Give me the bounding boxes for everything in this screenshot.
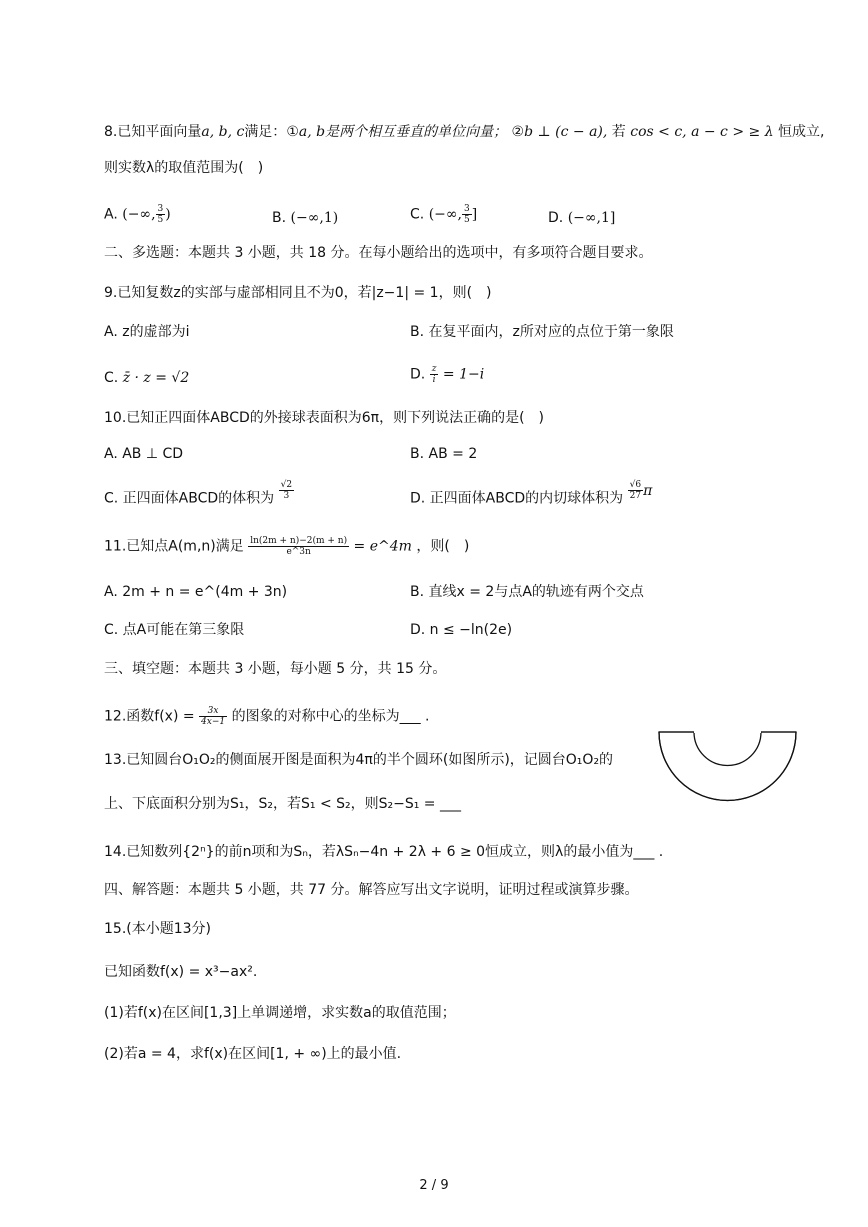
q11-stem: 11.已知点A(m,n)满足 $\frac{\ln(2m + n)-2(m + n)}{e\^{}3n}$ = e^4m ，则( ): [104, 536, 470, 557]
q8-cond2-math: b ⊥ (c − a),: [524, 124, 608, 140]
q8-option-d: D. (−∞,1]: [548, 210, 616, 226]
q15-part1: (1)若f(x)在区间[1,3]上单调递增，求实数a的取值范围；: [104, 1005, 456, 1021]
q15-heading: 15.(本小题13分): [104, 921, 212, 937]
q10-option-c: C. 正四面体ABCD的体积为 $\frac{√2}{3}$: [104, 480, 293, 507]
q13-line2: 上、下底面积分别为S₁，S₂，若S₁ < S₂，则S₂−S₁ = ___: [104, 796, 461, 812]
q10-option-a: A. AB ⊥ CD: [104, 446, 184, 462]
section-2-heading: 二、多选题：本题共 3 小题，共 18 分。在每小题给出的选项中，有多项符合题目要求。: [104, 245, 653, 261]
q8-option-c: C. (−∞, $\frac{3}{5}$ ]: [410, 204, 478, 225]
q8-cond2-if: 若: [611, 124, 626, 140]
q8-stem-a: 8.已知平面向量: [104, 124, 202, 140]
q11-option-c: C. 点A可能在第三象限: [104, 622, 245, 638]
half-annulus-figure: [655, 728, 800, 808]
q15-part2: (2)若a = 4，求f(x)在区间[1, + ∞)上的最小值.: [104, 1046, 402, 1062]
q11-option-b: B. 直线x = 2与点A的轨迹有两个交点: [410, 584, 644, 600]
q9-option-a: A. z的虚部为i: [104, 324, 190, 340]
page-number: 2 / 9: [419, 1178, 449, 1193]
q10-stem: 10.已知正四面体ABCD的外接球表面积为6π，则下列说法正确的是( ): [104, 410, 545, 426]
q9-option-d: D. $\frac{z}{i}$ = 1−i: [410, 364, 485, 385]
q8-cond2-mark: ②: [511, 124, 525, 140]
q8-cond2-tail: 恒成立,: [778, 124, 825, 140]
q9-option-c: C. z̄ · z = √2: [104, 370, 190, 386]
q9-option-b: B. 在复平面内，z所对应的点位于第一象限: [410, 324, 674, 340]
q11-option-a: A. 2m + n = e^(4m + 3n): [104, 584, 288, 600]
q8-option-b: B. (−∞,1): [272, 210, 339, 226]
q10-option-d: D. 正四面体ABCD的内切球体积为 $\frac{√6}{27}$ π: [410, 480, 653, 507]
q14-stem: 14.已知数列{2ⁿ}的前n项和为Sₙ，若λSₙ−4n + 2λ + 6 ≥ 0恒成立，则λ的最小值为___ .: [104, 844, 664, 860]
q11-option-d: D. n ≤ −ln(2e): [410, 622, 513, 638]
section-4-heading: 四、解答题：本题共 5 小题，共 77 分。解答应写出文字说明，证明过程或演算步骤。: [104, 882, 639, 898]
q8-line2: 则实数λ的取值范围为( ): [104, 160, 264, 176]
q13-line1: 13.已知圆台O₁O₂的侧面展开图是面积为4π的半个圆环(如图所示)，记圆台O₁O₂的: [104, 752, 614, 768]
q8-vectors: a, b, c: [201, 124, 245, 140]
q8-cond1: a, b是两个相互垂直的单位向量；: [298, 124, 508, 140]
section-3-heading: 三、填空题：本题共 3 小题，每小题 5 分，共 15 分。: [104, 661, 447, 677]
q10-option-b: B. AB = 2: [410, 446, 478, 462]
q8-line1: [104, 122, 825, 142]
q15-given: 已知函数f(x) = x³−ax².: [104, 964, 258, 980]
q8-option-a: A. (−∞, $\frac{3}{5}$ ): [104, 204, 171, 225]
q8-cond1-mark: ①: [286, 124, 299, 140]
q12-stem: 12.函数f(x) = $\frac{3x}{4x-1}$ 的图象的对称中心的坐标为___ .: [104, 706, 430, 727]
q8-cond2-ineq: cos < c, a − c > ≥ λ: [630, 124, 774, 140]
q9-stem: 9.已知复数z的实部与虚部相同且不为0，若|z−1| = 1，则( ): [104, 285, 492, 301]
q8-stem-b: 满足：: [244, 124, 287, 140]
